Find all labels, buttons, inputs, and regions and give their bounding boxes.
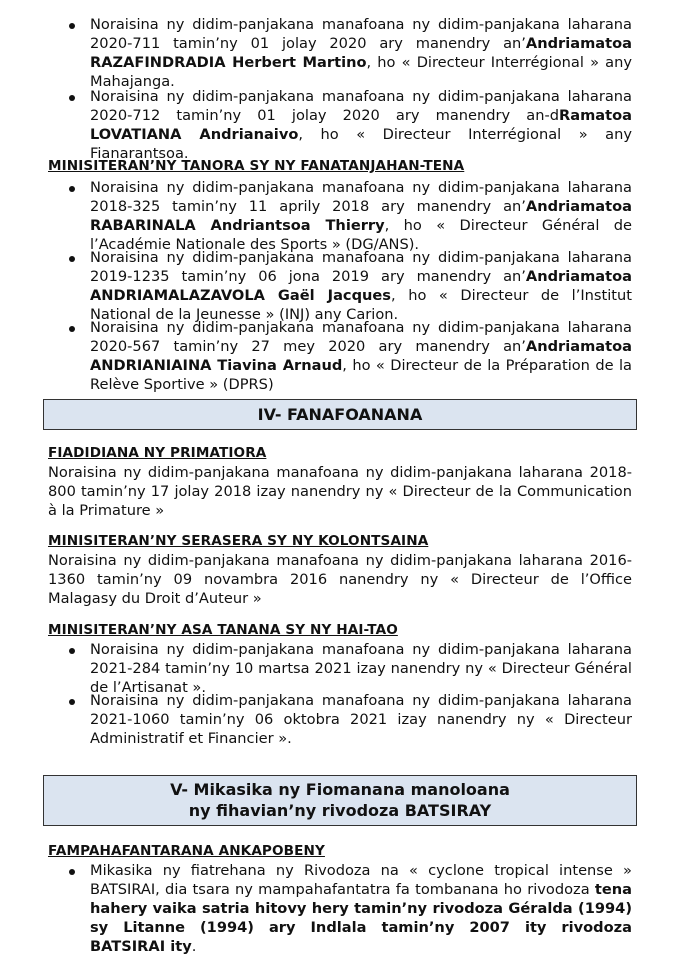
appointee-name: Andriamatoa ANDRIANIAINA Tiavina Arnaud	[90, 338, 632, 374]
bullet-marker	[69, 181, 79, 191]
appointee-name: Andriamatoa RABARINALA Andriantsoa Thierry	[90, 198, 632, 234]
list-item	[90, 640, 632, 697]
section-subheading: FAMPAHAFANTARANA ANKAPOBENY	[48, 843, 325, 859]
ministry-heading: MINISITERAN’NY ASA TANANA SY NY HAI-TAO	[48, 622, 398, 638]
list-item-text: Noraisina ny didim-panjakana manafoana ny didim-panjakana laharana 2021-284 tamin’ny 10 martsa 2021 izay nanendry ny « Directeur Général de l’Artisanat ».	[90, 641, 632, 696]
paragraph: Noraisina ny didim-panjakana manafoana ny didim-panjakana laharana 2018-800 tamin’ny 17 jolay 2018 izay nanendry ny « Directeur de la Communication à la Primature »	[48, 464, 632, 519]
list-item-tail: , ho « Directeur de la Préparation de la Relève Sportive » (DPRS)	[90, 357, 632, 393]
section-title-line: ny fihavian’ny rivodoza BATSIRAY	[188, 801, 492, 820]
ministry-heading: FIADIDIANA NY PRIMATIORA	[48, 445, 267, 461]
appointee-name: Ramatoa LOVATIANA Andrianaivo	[90, 107, 632, 143]
list-item	[90, 318, 632, 394]
ministry-heading: MINISITERAN’NY SERASERA SY NY KOLONTSAINA	[48, 533, 429, 549]
list-item-text: Mikasika ny fiatrehana ny Rivodoza na « cyclone tropical intense » BATSIRAI, dia tsara ny mampahafantatra fa tombanana ho rivodoza	[90, 862, 632, 898]
list-item-text: Noraisina ny didim-panjakana manafoana ny didim-panjakana laharana 2021-1060 tamin’ny 06 oktobra 2021 izay nanendry ny « Directeur Administratif et Financier ».	[90, 692, 632, 747]
paragraph: Noraisina ny didim-panjakana manafoana ny didim-panjakana laharana 2016-1360 tamin’ny 09 novambra 2016 nanendry ny « Directeur de l’Office Malagasy du Droit d’Auteur »	[48, 552, 632, 607]
appointee-name: Andriamatoa ANDRIAMALAZAVOLA Gaël Jacques	[90, 268, 632, 304]
list-item-tail: , ho « Directeur Général de l’Académie Nationale des Sports » (DG/ANS).	[90, 217, 632, 253]
list-item-tail: , ho « Directeur Interrégional » any Mahajanga.	[90, 54, 632, 90]
bullet-marker	[69, 321, 79, 331]
list-item-tail: .	[191, 938, 197, 955]
list-item	[90, 87, 632, 163]
section-header-v	[43, 775, 637, 826]
bullet-marker	[69, 864, 79, 874]
bullet-marker	[69, 251, 79, 261]
appointee-name: Andriamatoa RAZAFINDRADIA Herbert Martino	[90, 35, 632, 71]
section-header-iv	[43, 399, 637, 430]
emphasis-text: tena hahery vaika satria hitovy hery tamin’ny rivodoza Géralda (1994) sy Litanne (1994) ary Indlala tamin’ny 2007 ity rivodoza BATSIRAI ity	[90, 881, 632, 955]
bullet-marker	[69, 18, 79, 28]
bullet-marker	[69, 90, 79, 100]
ministry-heading: MINISITERAN’NY TANORA SY NY FANATANJAHAN-TENA	[48, 158, 465, 174]
list-item-text: Noraisina ny didim-panjakana manafoana ny didim-panjakana laharana 2020-711 tamin’ny 01 jolay 2020 ary manendry an’	[90, 16, 632, 52]
list-item	[90, 248, 632, 324]
list-item-text: Noraisina ny didim-panjakana manafoana ny didim-panjakana laharana 2020-712 tamin’ny 01 jolay 2020 ary manendry an-d	[90, 88, 632, 124]
list-item	[90, 861, 632, 956]
list-item-text: Noraisina ny didim-panjakana manafoana ny didim-panjakana laharana 2020-567 tamin’ny 27 mey 2020 ary manendry an’	[90, 319, 632, 355]
list-item-tail: , ho « Directeur Interrégional » any Fianarantsoa.	[90, 126, 632, 162]
section-title-line: V- Mikasika ny Fiomanana manoloana	[170, 780, 510, 799]
list-item	[90, 178, 632, 254]
list-item	[90, 691, 632, 748]
list-item	[90, 15, 632, 91]
bullet-marker	[69, 643, 79, 653]
list-item-text: Noraisina ny didim-panjakana manafoana ny didim-panjakana laharana 2018-325 tamin’ny 11 aprily 2018 ary manendry an’	[90, 179, 632, 215]
list-item-text: Noraisina ny didim-panjakana manafoana ny didim-panjakana laharana 2019-1235 tamin’ny 06 jona 2019 ary manendry an’	[90, 249, 632, 285]
section-title: IV- FANAFOANANA	[257, 405, 423, 424]
list-item-tail: , ho « Directeur de l’Institut National de la Jeunesse » (INJ) any Carion.	[90, 287, 633, 323]
bullet-marker	[69, 694, 79, 704]
